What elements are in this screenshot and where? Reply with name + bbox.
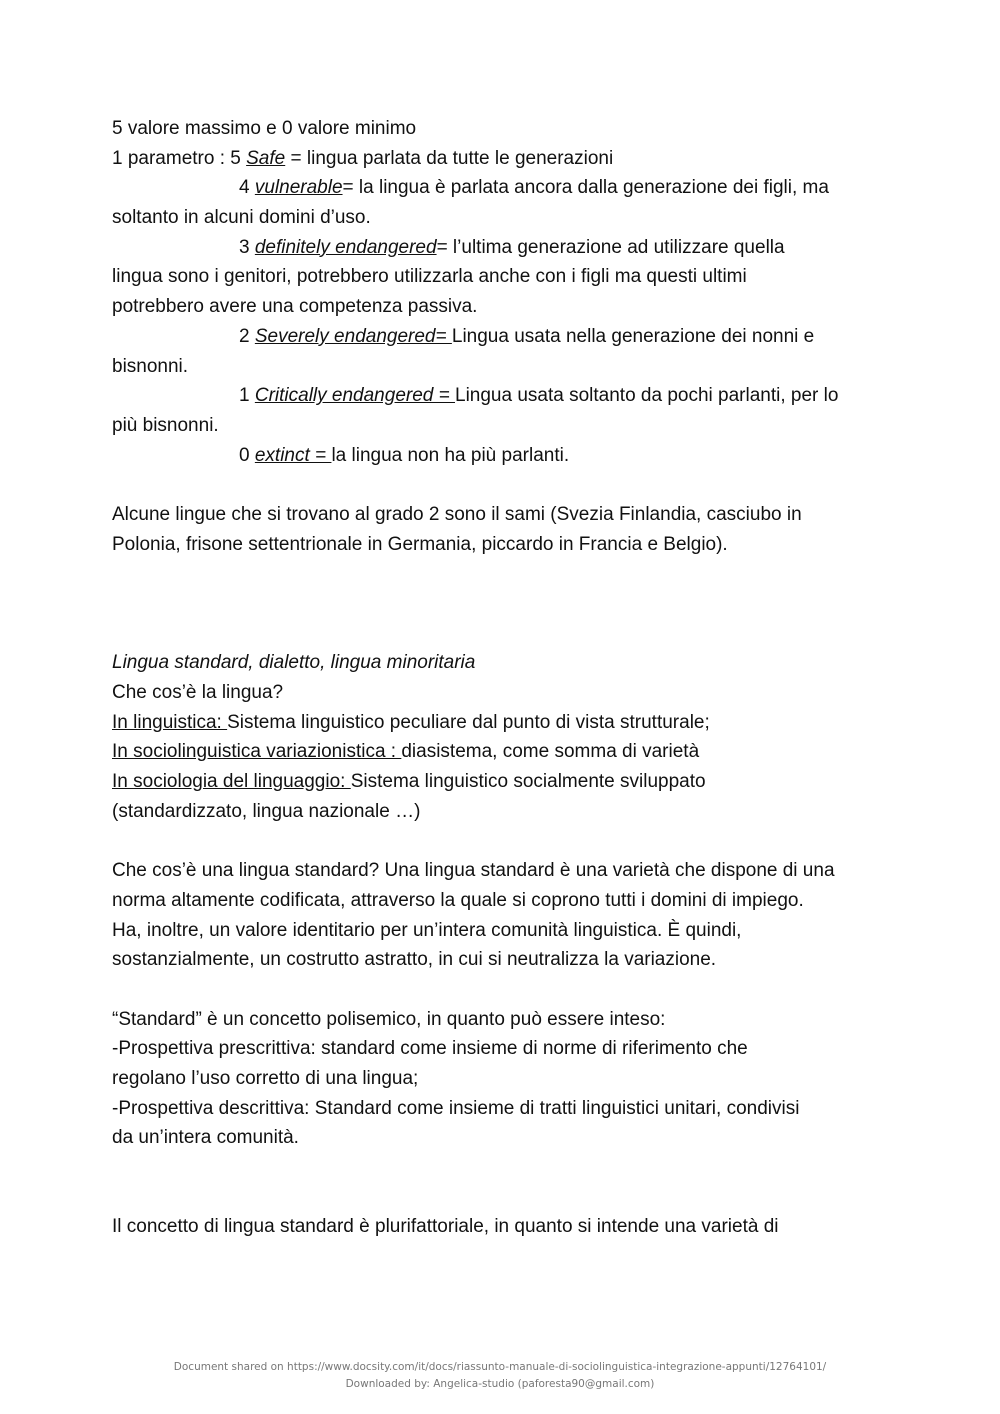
- definition-line: In sociolinguistica variazionistica : diasistema, come somma di varietà: [112, 741, 700, 763]
- scale-term: Safe: [246, 147, 286, 169]
- definition-term: In sociologia del linguaggio:: [112, 771, 351, 793]
- scale-item-0: 0 extinct = la lingua non ha più parlanti.: [239, 444, 570, 466]
- definition-term: In linguistica:: [112, 711, 228, 733]
- text-line: bisnonni.: [112, 355, 189, 377]
- text-line: soltanto in alcuni domini d’uso.: [112, 207, 371, 229]
- definition-line: In linguistica: Sistema linguistico peculiare dal punto di vista strutturale;: [112, 711, 710, 733]
- text-line: 5 valore massimo e 0 valore minimo: [112, 118, 417, 139]
- text-line: Polonia, frisone settentrionale in Germania, piccardo in Francia e Belgio).: [112, 533, 728, 555]
- text-line: lingua sono i genitori, potrebbero utilizzarla anche con i figli ma questi ultimi: [112, 266, 747, 288]
- scale-term: definitely endangered: [254, 236, 437, 258]
- text-line: “Standard” è un concetto polisemico, in quanto può essere inteso:: [112, 1008, 666, 1030]
- text-line: Che cos’è una lingua standard? Una lingua standard è una varietà che dispone di una: [112, 860, 835, 882]
- section-heading: Lingua standard, dialetto, lingua minoritaria: [112, 652, 476, 674]
- footer-downloaded-by: Downloaded by: Angelica-studio (paforesta90@gmail.com): [345, 1378, 655, 1390]
- text-line: Che cos’è la lingua?: [112, 682, 284, 704]
- footer-shared-link[interactable]: Document shared on https://www.docsity.com/it/docs/riassunto-manuale-di-sociolinguistica-integrazione-appunti/12764101/: [173, 1361, 827, 1373]
- scale-term: Critically endangered =: [254, 385, 455, 407]
- scale-item-2: 2 Severely endangered= Lingua usata nella generazione dei nonni e: [239, 325, 815, 347]
- definition-line: In sociologia del linguaggio: Sistema linguistico socialmente sviluppato: [112, 771, 706, 793]
- text-line: -Prospettiva descrittiva: Standard come insieme di tratti linguistici unitari, condivisi: [112, 1097, 800, 1119]
- definition-term: In sociolinguistica variazionistica :: [112, 741, 402, 763]
- text-line: regolano l’uso corretto di una lingua;: [112, 1068, 419, 1089]
- text-line: -Prospettiva prescrittiva: standard come insieme di norme di riferimento che: [112, 1038, 748, 1060]
- document-body: [112, 114, 902, 1242]
- scale-item-5: 1 parametro : 5 Safe = lingua parlata da tutte le generazioni: [112, 147, 614, 169]
- scale-item-3: 3 definitely endangered= l’ultima generazione ad utilizzare quella: [239, 236, 785, 258]
- text-line: norma altamente codificata, attraverso la quale si coprono tutti i domini di impiego.: [112, 889, 804, 911]
- text-line: Il concetto di lingua standard è plurifattoriale, in quanto si intende una varietà di: [112, 1216, 779, 1238]
- text-line: da un’intera comunità.: [112, 1127, 299, 1149]
- scale-item-4: 4 vulnerable= la lingua è parlata ancora dalla generazione dei figli, ma: [239, 177, 829, 199]
- text-line: più bisnonni.: [112, 414, 219, 436]
- text-line: sostanzialmente, un costrutto astratto, in cui si neutralizza la variazione.: [112, 949, 717, 971]
- scale-term: vulnerable: [254, 177, 343, 199]
- text-line: Alcune lingue che si trovano al grado 2 sono il sami (Svezia Finlandia, casciubo in: [112, 503, 802, 525]
- scale-item-1: 1 Critically endangered = Lingua usata soltanto da pochi parlanti, per lo: [239, 385, 839, 407]
- scale-term: Severely endangered=: [254, 325, 452, 347]
- text-line: potrebbero avere una competenza passiva.: [112, 296, 478, 318]
- text-line: (standardizzato, lingua nazionale …): [112, 800, 421, 822]
- text-line: Ha, inoltre, un valore identitario per un’intera comunità linguistica. È quindi,: [112, 919, 742, 941]
- scale-term: extinct =: [254, 444, 332, 466]
